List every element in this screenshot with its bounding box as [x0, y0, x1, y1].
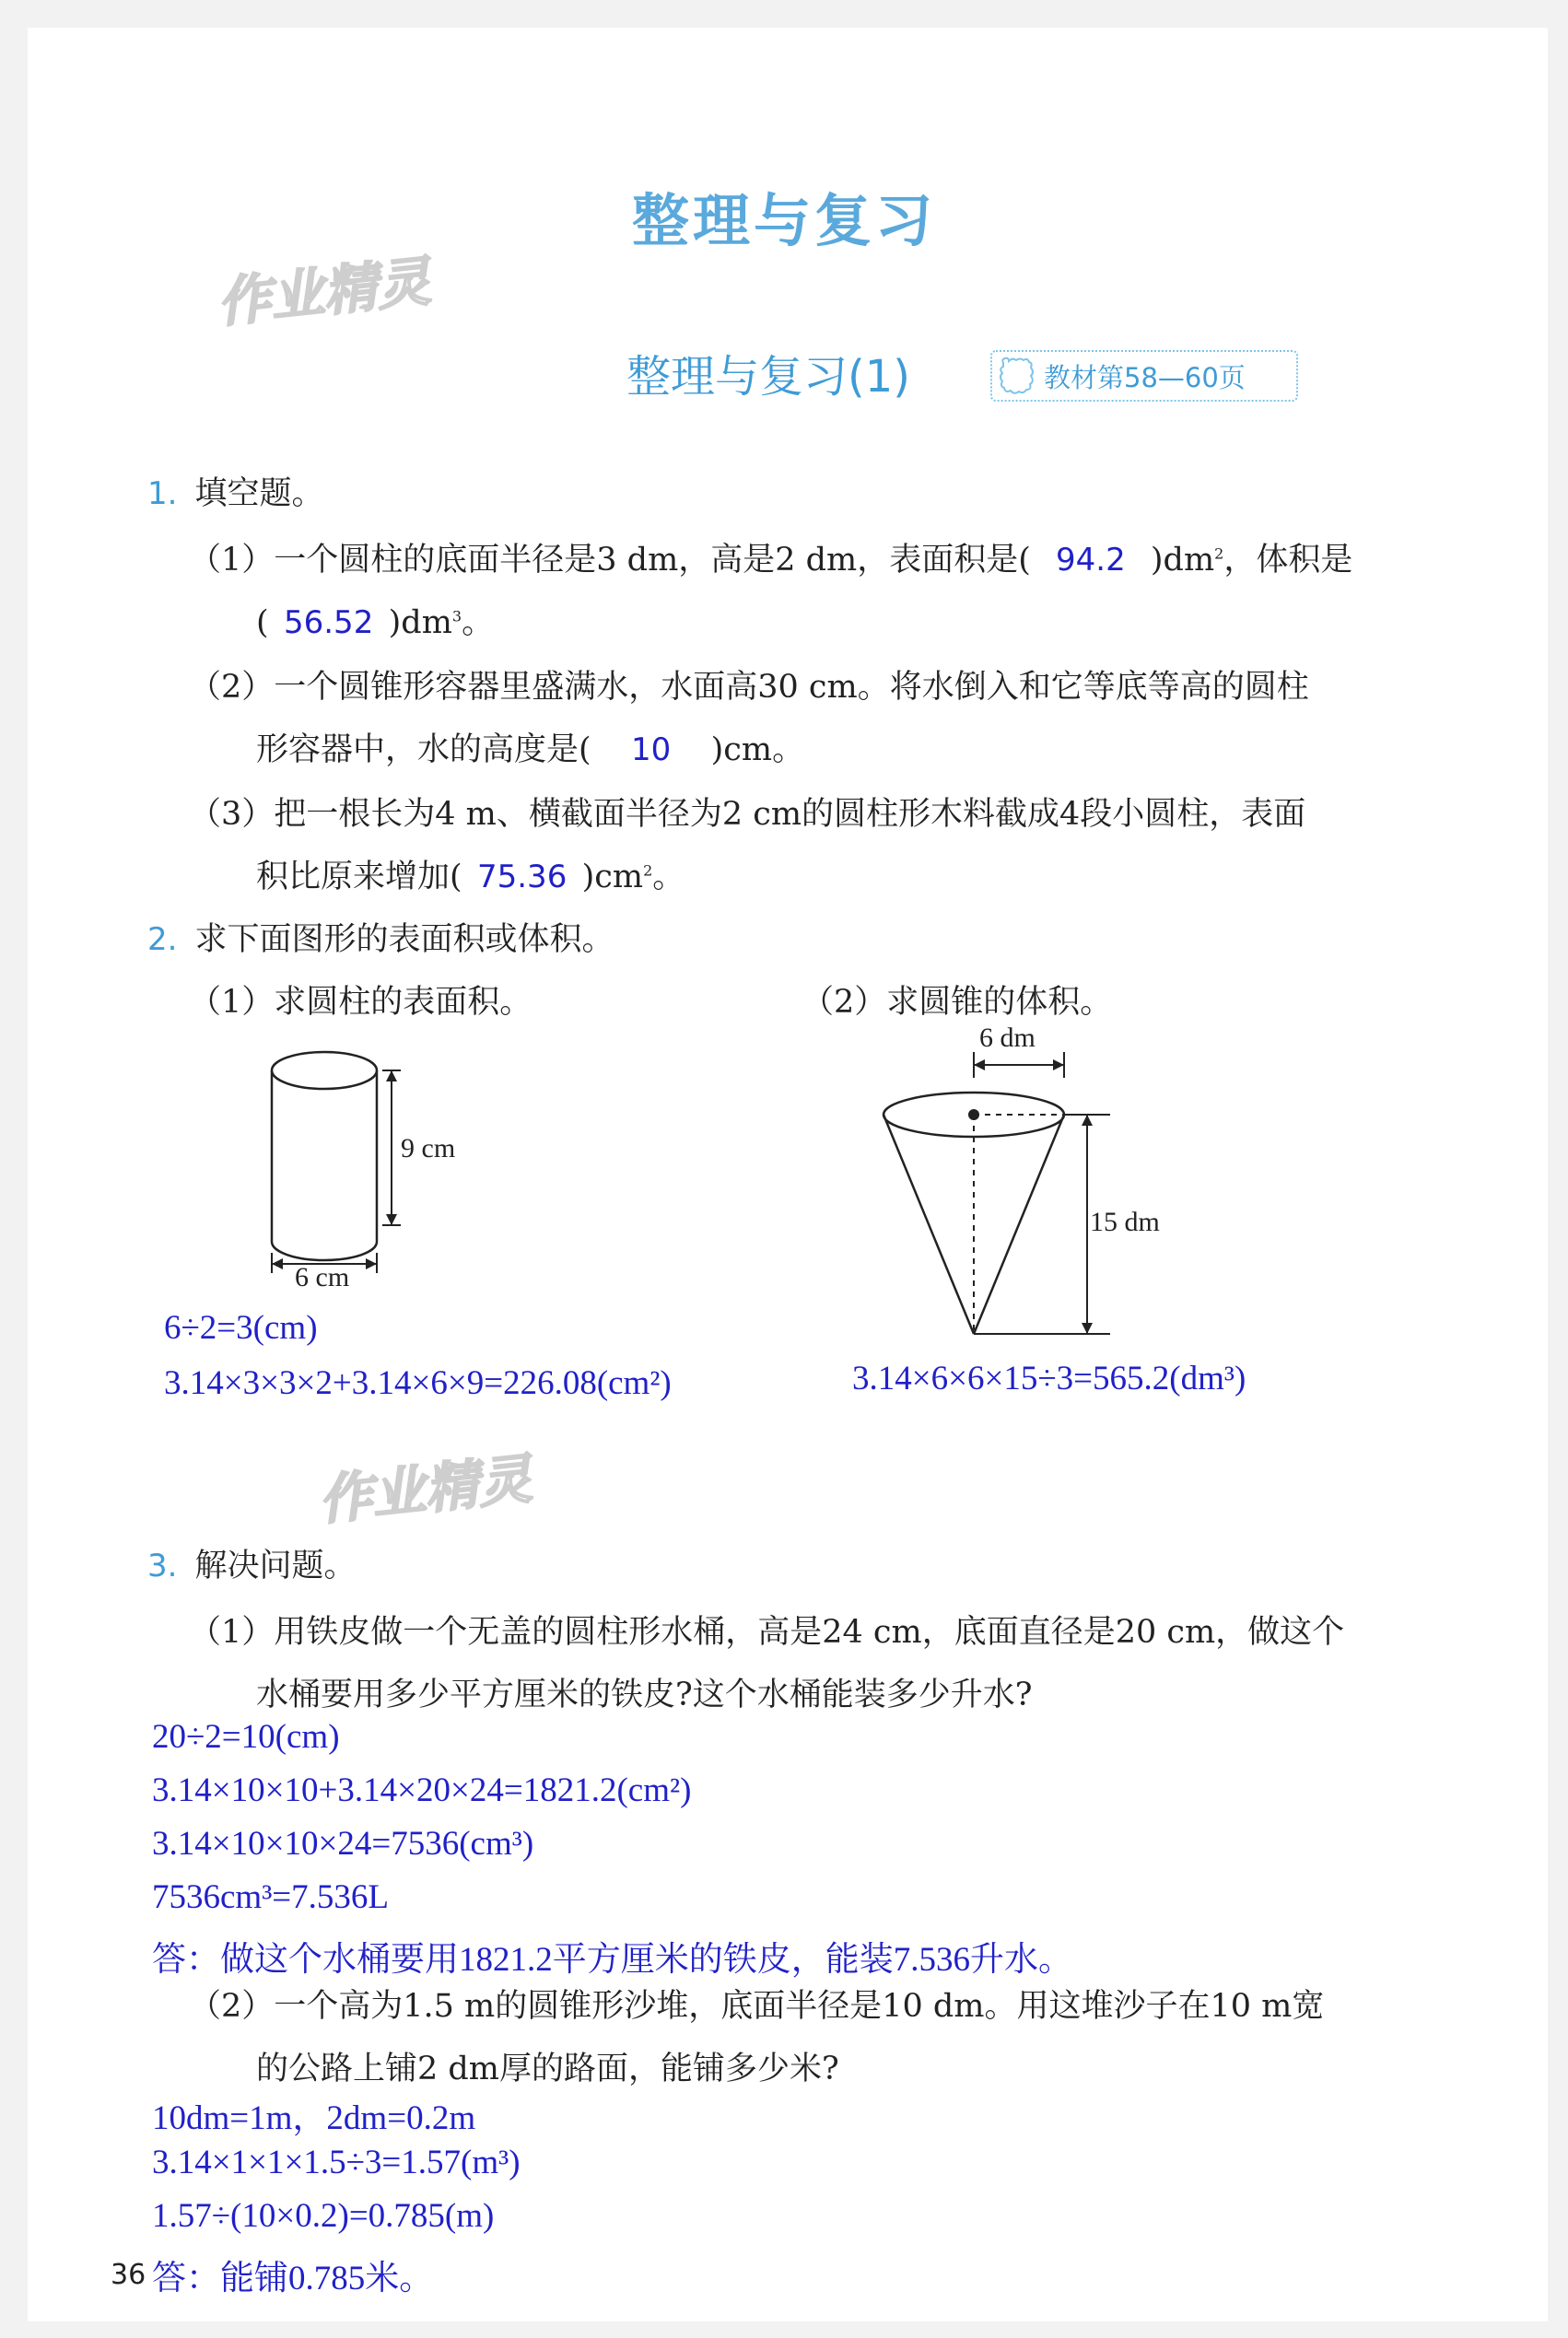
- q2-answer1-line1: 6÷2=3(cm): [164, 1309, 318, 1347]
- q3-part1-line2: 水桶要用多少平方厘米的铁皮?这个水桶能装多少升水?: [256, 1677, 1033, 1713]
- question-3-title: 解决问题。: [194, 1548, 357, 1584]
- question-2-heading: [147, 914, 614, 960]
- q1-part3-line1: （3）把一根长为4 m、横截面半径为2 cm的圆柱形木料截成4段小圆柱，表面: [189, 796, 1306, 833]
- q3-part2-line2: 的公路上铺2 dm厚的路面，能铺多少米?: [256, 2051, 839, 2087]
- q3-part1-answer-line4: 7536cm³=7.536L: [152, 1878, 390, 1916]
- q1-part2-answer: 10: [631, 731, 672, 768]
- q3-part2-answer-conclusion: 答：能铺0.785米。: [152, 2260, 434, 2297]
- q1-part3-line2: 积比原来增加( 75.36 )$cm^2$。: [256, 859, 685, 895]
- q3-part1-answer-line3: 3.14×10×10×24=7536(cm³): [152, 1825, 534, 1863]
- q3-part2-answer-line1: 10dm=1m，2dm=0.2m: [152, 2099, 476, 2137]
- arrow-up: [386, 1070, 397, 1081]
- q1-part1-line2: ( 56.52 )$dm^3$。: [256, 604, 495, 641]
- q1-part2-line1: （2）一个圆锥形容器里盛满水，水面高30 cm。将水倒入和它等底等高的圆柱: [189, 669, 1309, 706]
- q3-part1-line1: （1）用铁皮做一个无盖的圆柱形水桶，高是24 cm，底面直径是20 cm，做这个: [189, 1614, 1345, 1651]
- cone-radius-label: 6 dm: [979, 1023, 1036, 1053]
- q1-part2-line2: 形容器中，水的高度是( 10 )cm。: [256, 731, 805, 768]
- cylinder-bottom-front: [272, 1242, 377, 1260]
- q3-part2-answer-line2: 3.14×1×1×1.5÷3=1.57(m³): [152, 2144, 521, 2181]
- cylinder-height-label: 9 cm: [401, 1133, 456, 1163]
- q1-part3-answer: 75.36: [476, 859, 568, 895]
- arrow-down: [386, 1214, 397, 1225]
- cone-height-label: 15 dm: [1090, 1207, 1160, 1237]
- question-2-title: 求下面图形的表面积或体积。: [194, 921, 614, 958]
- cone-center-dot: [968, 1109, 979, 1120]
- q1-part1-answer-volume: 56.52: [283, 604, 374, 641]
- q3-part1-answer-line2: 3.14×10×10+3.14×20×24=1821.2(cm²): [152, 1771, 692, 1809]
- question-1-title: 填空题。: [194, 475, 324, 512]
- main-title: 整理与复习: [631, 187, 936, 254]
- question-1-heading: [147, 468, 324, 514]
- q1-part1-line1: （1）一个圆柱的底面半径是3 dm，高是2 dm，表面积是( 94.2 )$dm^2$，体积是: [189, 542, 1353, 579]
- question-1-number: 1.: [147, 475, 178, 512]
- section-title: 整理与复习(1): [626, 351, 910, 403]
- q3-part2-line1: （2）一个高为1.5 m的圆锥形沙堆，底面半径是10 dm。用这堆沙子在10 m宽: [189, 1988, 1325, 2025]
- textbook-reference-badge: [990, 350, 1298, 402]
- question-3-number: 3.: [147, 1548, 178, 1584]
- watermark-top: 作业精灵: [214, 250, 434, 334]
- textbook-reference-text: 教材第58—60页: [1044, 361, 1246, 393]
- q1-part1-answer-area: 94.2: [1056, 542, 1126, 579]
- q2-sub1-title: （1）求圆柱的表面积。: [189, 984, 532, 1021]
- q3-part1-answer-line1: 20÷2=10(cm): [152, 1718, 340, 1756]
- q2-sub2-title: （2）求圆锥的体积。: [802, 984, 1113, 1021]
- watermark-middle: 作业精灵: [315, 1447, 535, 1532]
- cylinder-diameter-label: 6 cm: [295, 1262, 350, 1292]
- page-number: 36: [111, 2259, 146, 2291]
- question-2-number: 2.: [147, 921, 178, 958]
- book-icon: [998, 356, 1035, 396]
- question-3-heading: [147, 1540, 357, 1586]
- q3-part2-answer-line3: 1.57÷(10×0.2)=0.785(m): [152, 2197, 495, 2235]
- q2-answer2-line1: 3.14×6×6×15÷3=565.2(dm³): [852, 1360, 1246, 1397]
- cylinder-top-ellipse: [272, 1052, 377, 1089]
- cylinder-figure: [258, 1032, 516, 1299]
- q3-part1-answer-conclusion: 答：做这个水桶要用1821.2平方厘米的铁皮，能装7.536升水。: [152, 1941, 1072, 1979]
- q2-answer1-line2: 3.14×3×3×2+3.14×6×9=226.08(cm²): [164, 1364, 672, 1402]
- cone-figure: [866, 1032, 1161, 1345]
